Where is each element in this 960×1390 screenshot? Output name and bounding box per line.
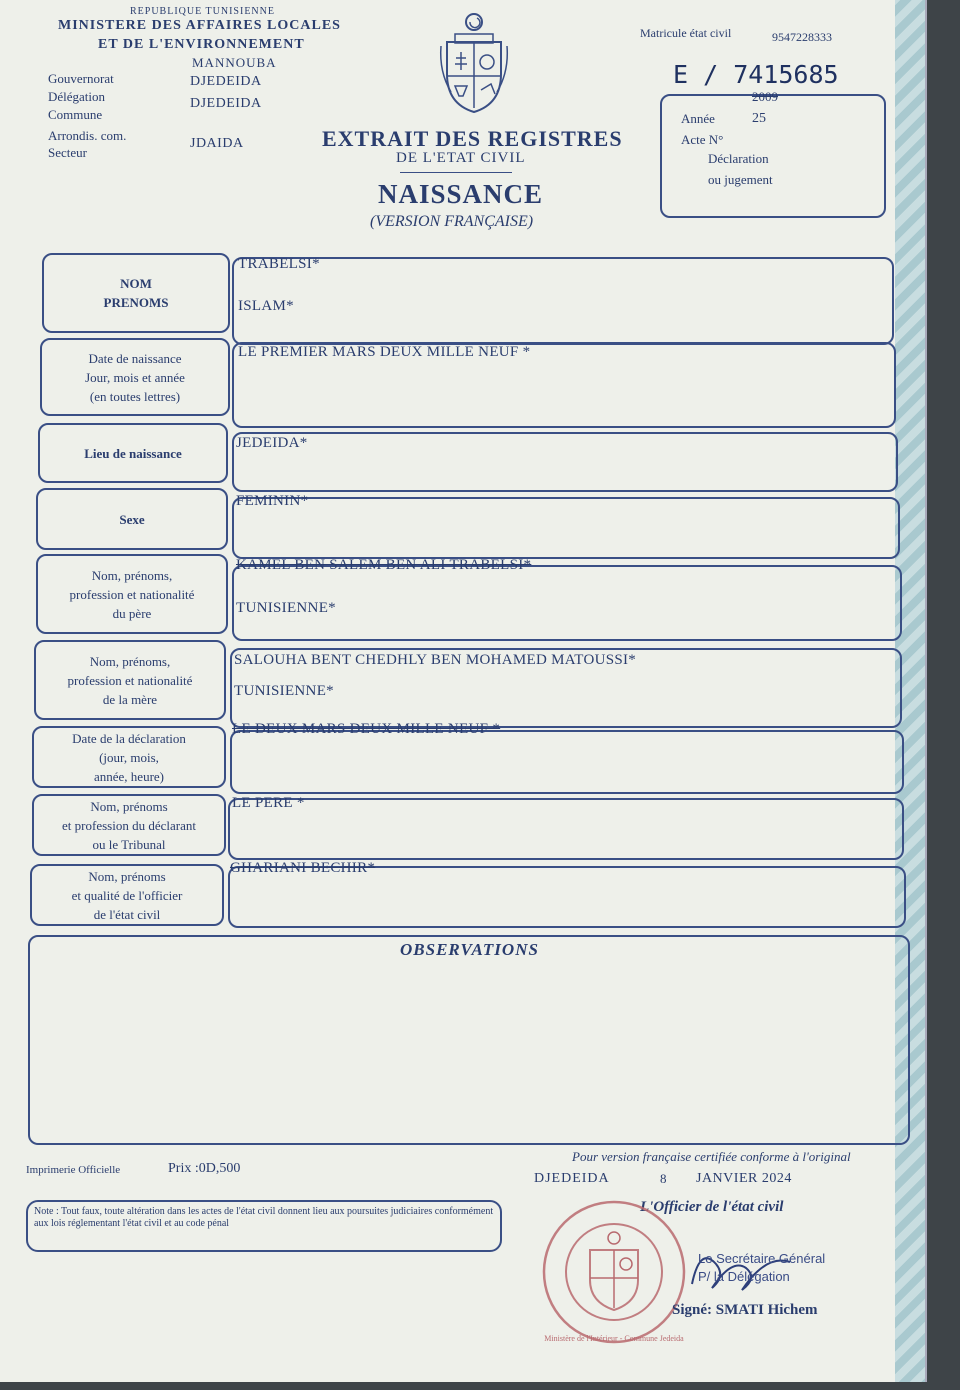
row-value-officier: GHARIANI BECHIR*: [230, 860, 376, 876]
signature-icon: [686, 1238, 796, 1298]
annee-value: 25: [752, 111, 766, 126]
declaration-label: Déclaration: [708, 151, 769, 166]
ministry-line-1: MINISTERE DES AFFAIRES LOCALES: [58, 18, 341, 33]
gouvernorat-value: DJEDEIDA: [190, 74, 262, 89]
row-label-mere: Nom, prénoms, profession et nationalité de la mère: [34, 640, 226, 720]
row-value-nom: TRABELSI*: [238, 256, 320, 272]
row-label-pere: Nom, prénoms, profession et nationalité du père: [36, 554, 228, 634]
observations-heading: OBSERVATIONS: [400, 940, 539, 959]
naissance-title: NAISSANCE: [378, 179, 544, 209]
row-label-officier: Nom, prénoms et qualité de l'officier de l'état civil: [30, 864, 224, 926]
stamp-text: Ministère de l'Intérieur - Commune Jedeida: [544, 1334, 684, 1343]
issue-day: 8: [660, 1171, 667, 1186]
act-number: E / 7415685: [673, 60, 839, 89]
title-divider: [400, 172, 512, 173]
matricule-value: 9547228333: [772, 30, 832, 44]
row-value-box-lieu-naissance: [232, 432, 898, 492]
ministry-line-2: ET DE L'ENVIRONNEMENT: [98, 37, 305, 52]
row-value-pere-nationalite: TUNISIENNE*: [236, 600, 336, 616]
imprimerie-label: Imprimerie Officielle: [26, 1164, 121, 1176]
row-value-mere-nationalite: TUNISIENNE*: [234, 683, 334, 699]
commune-label: Commune: [48, 107, 103, 122]
region-label: MANNOUBA: [192, 55, 277, 70]
issue-place: DJEDEIDA: [534, 1171, 610, 1186]
row-label-lieu-naissance: Lieu de naissance: [38, 423, 228, 483]
row-label-declarant: Nom, prénoms et profession du déclarant ou le Tribunal: [32, 794, 226, 856]
signature-name: Signé: SMATI Hichem: [672, 1302, 818, 1318]
row-value-declarant: LE PERE *: [232, 795, 305, 811]
act-year: 2009: [752, 89, 778, 104]
tunisia-emblem-icon: [437, 12, 511, 116]
row-value-box-nom-prenoms: [232, 257, 894, 345]
delegation-value: DJEDEIDA: [190, 96, 262, 111]
certification-note: Pour version française certifiée conforme à l'original: [572, 1149, 851, 1164]
official-stamp-icon: [540, 1198, 688, 1346]
jugement-label: ou jugement: [708, 172, 773, 187]
row-value-date-declaration: LE DEUX MARS DEUX MILLE NEUF *: [232, 721, 501, 737]
price-label: Prix :0D,500: [168, 1161, 241, 1176]
version-label: (VERSION FRANÇAISE): [370, 213, 534, 230]
document-title-line-1: EXTRAIT DES REGISTRES: [322, 126, 623, 151]
row-label-sexe: Sexe: [36, 488, 228, 550]
signature-line-2: P/ la Délégation: [698, 1269, 790, 1284]
row-value-sexe: FEMININ*: [236, 493, 309, 509]
secteur-label: Secteur: [48, 145, 87, 160]
observations-box: [28, 935, 910, 1145]
row-value-box-sexe: [232, 497, 900, 559]
row-value-pere-nom: KAMEL BEN SALEM BEN ALI TRABELSI*: [236, 557, 532, 573]
issue-month-year: JANVIER 2024: [696, 1171, 792, 1186]
matricule-label: Matricule état civil: [640, 26, 732, 40]
arrondissement-value: JDAIDA: [190, 136, 244, 151]
row-label-date-declaration: Date de la déclaration (jour, mois, année, heure): [32, 726, 226, 788]
delegation-label: Délégation: [48, 89, 106, 104]
signature-line-1: Le Secrétaire Général: [698, 1251, 826, 1266]
annee-label: Année: [681, 111, 715, 126]
gouvernorat-label: Gouvernorat: [48, 71, 114, 86]
document-title-line-2: DE L'ETAT CIVIL: [396, 150, 526, 166]
row-value-box-date-declaration: [230, 730, 904, 794]
row-value-box-declarant: [228, 798, 904, 860]
row-value-prenoms: ISLAM*: [238, 298, 294, 314]
acte-label: Acte N°: [681, 132, 724, 147]
officer-title: L'Officier de l'état civil: [640, 1199, 784, 1215]
row-label-nom-prenoms: NOM PRENOMS: [42, 253, 230, 333]
arrondissement-label: Arrondis. com.: [48, 128, 127, 143]
row-label-date-naissance: Date de naissance Jour, mois et année (en toutes lettres): [40, 338, 230, 416]
republic-label: REPUBLIQUE TUNISIENNE: [130, 6, 275, 17]
legal-note-text: Note : Tout faux, toute altération dans les actes de l'état civil donnent lieu aux poursuites judiciaires conformément aux lois réglementant l'état civil et au code pénal: [34, 1206, 494, 1229]
row-value-date-naissance: LE PREMIER MARS DEUX MILLE NEUF *: [238, 344, 531, 360]
row-value-lieu-naissance: JEDEIDA*: [236, 435, 308, 451]
row-value-mere-nom: SALOUHA BENT CHEDHLY BEN MOHAMED MATOUSSI*: [234, 652, 637, 668]
